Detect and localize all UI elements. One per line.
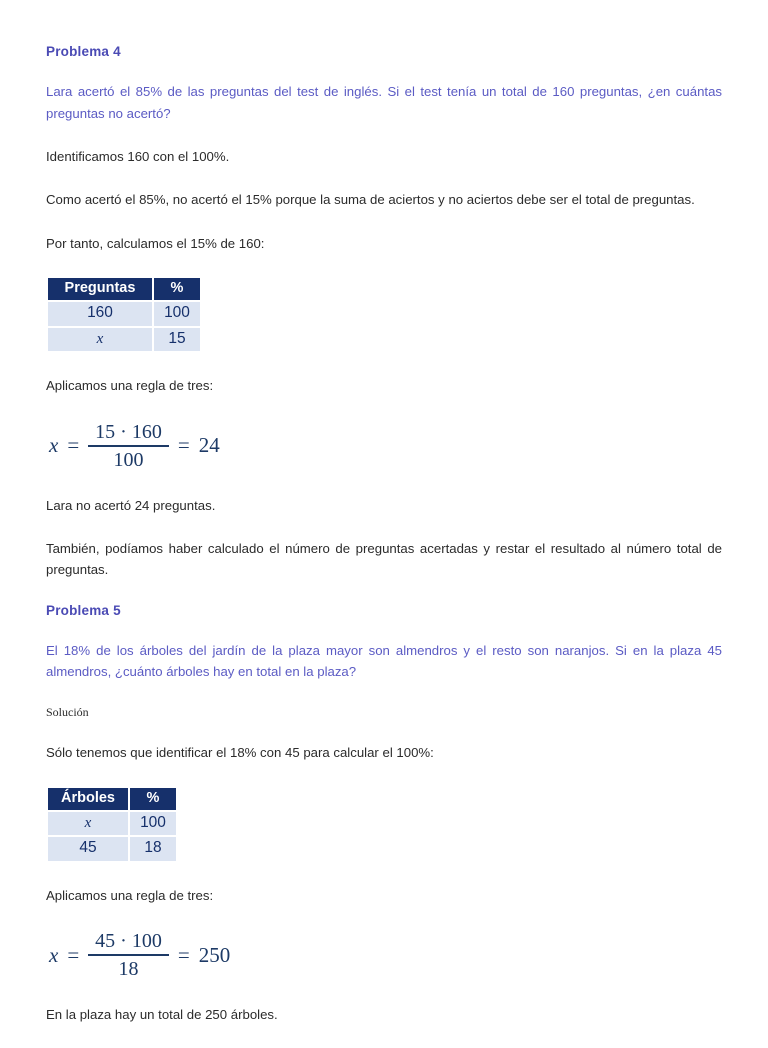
document-content xyxy=(46,44,722,1048)
formula-numerator: 15 · 160 xyxy=(95,420,162,443)
table-cell-preguntas-unknown: x xyxy=(48,328,152,352)
problem-4-rule-of-three-label: Aplicamos una regla de tres: xyxy=(46,378,214,394)
problem-section-4 xyxy=(46,44,722,581)
table-header-cell-percent: % xyxy=(154,278,200,300)
table-cell-arboles-value: 45 xyxy=(48,837,128,861)
table-header-cell-arboles: Árboles xyxy=(48,788,128,810)
formula-equals-sign-2: = xyxy=(177,942,190,967)
problem-section-5 xyxy=(46,603,722,1026)
table-cell-preguntas-value: 160 xyxy=(48,302,152,326)
problem-5-solution-label: Solución xyxy=(46,704,89,719)
problem-5-answer: En la plaza hay un total de 250 árboles. xyxy=(46,1007,278,1023)
proportion-table-preguntas xyxy=(46,276,202,353)
formula-fraction xyxy=(88,421,169,471)
table-row xyxy=(48,837,176,861)
formula-variable: x xyxy=(49,433,59,458)
problem-4-statement: Lara acertó el 85% de las preguntas del test de inglés. Si el test tenía un total de 160 preguntas, ¿en cuántas preguntas no acertó? xyxy=(46,84,722,121)
formula-fraction xyxy=(88,930,169,980)
formula-equals-sign: = xyxy=(67,433,80,458)
problem-4-heading: Problema 4 xyxy=(46,44,121,59)
table-cell-percent-value: 100 xyxy=(130,812,176,836)
problem-4-paragraph-2: Como acertó el 85%, no acertó el 15% porque la suma de aciertos y no aciertos debe ser el total de preguntas. xyxy=(46,192,695,208)
problem-5-formula xyxy=(46,928,722,982)
formula-denominator: 100 xyxy=(113,448,144,471)
table-header-row xyxy=(48,788,176,810)
table-row xyxy=(48,328,200,352)
table-row xyxy=(48,812,176,836)
problem-4-paragraph-3: Por tanto, calculamos el 15% de 160: xyxy=(46,235,265,251)
problem-5-paragraph-1: Sólo tenemos que identificar el 18% con 45 para calcular el 100%: xyxy=(46,745,434,761)
table-header-row xyxy=(48,278,200,300)
problem-4-formula xyxy=(46,419,722,473)
formula-denominator: 18 xyxy=(118,958,139,981)
formula-result: 24 xyxy=(198,433,220,458)
table-cell-arboles-unknown: x xyxy=(48,812,128,836)
table-header-cell-percent: % xyxy=(130,788,176,810)
problem-5-heading: Problema 5 xyxy=(46,602,121,618)
formula-numerator: 45 · 100 xyxy=(95,930,162,953)
table-cell-percent-value: 18 xyxy=(130,837,176,861)
table-cell-percent-value: 100 xyxy=(154,302,200,326)
formula-equals-sign: = xyxy=(67,942,80,967)
table-cell-percent-value: 15 xyxy=(154,328,200,352)
proportion-table-arboles xyxy=(46,786,178,863)
problem-4-note: También, podíamos haber calculado el número de preguntas acertadas y restar el resultado al número total de preguntas. xyxy=(46,541,722,578)
problem-5-statement: El 18% de los árboles del jardín de la plaza mayor son almendros y el resto son naranjos. Si en la plaza 45 almendros, ¿cuánto árboles hay en total en la plaza? xyxy=(46,643,722,680)
problem-5-rule-of-three-label: Aplicamos una regla de tres: xyxy=(46,888,214,904)
formula-variable: x xyxy=(49,942,59,967)
table-header-cell-preguntas: Preguntas xyxy=(48,278,152,300)
problem-4-paragraph-1: Identificamos 160 con el 100%. xyxy=(46,148,230,164)
formula-equals-sign-2: = xyxy=(177,433,190,458)
table-row xyxy=(48,302,200,326)
formula-result: 250 xyxy=(198,942,231,967)
problem-4-answer: Lara no acertó 24 preguntas. xyxy=(46,497,216,513)
